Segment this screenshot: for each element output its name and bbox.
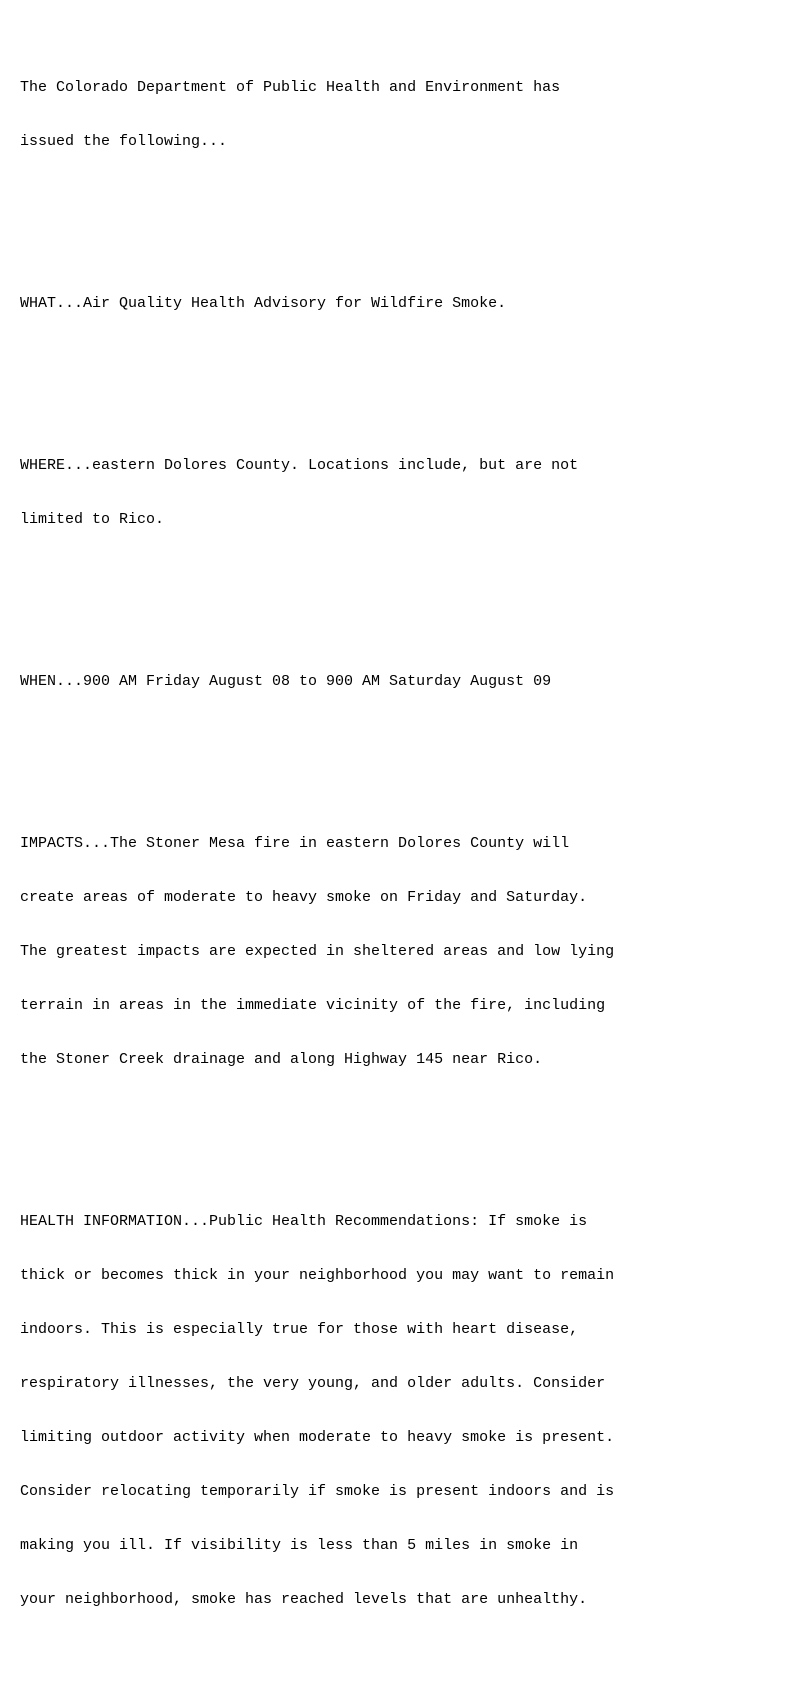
text-line: respiratory illnesses, the very young, and older adults. Consider [20,1375,606,1392]
text-line: WHEN...900 AM Friday August 08 to 900 AM Saturday August 09 [20,673,552,690]
health-information-paragraph [20,1177,790,1645]
impacts-paragraph [20,799,790,1105]
text-line: WHERE...eastern Dolores County. Locations include, but are not [20,457,579,474]
text-line: indoors. This is especially true for those with heart disease, [20,1321,579,1338]
text-line: your neighborhood, smoke has reached levels that are unhealthy. [20,1591,588,1608]
text-line: the Stoner Creek drainage and along Highway 145 near Rico. [20,1051,543,1068]
when-paragraph [20,637,790,727]
text-line: making you ill. If visibility is less than 5 miles in smoke in [20,1537,579,1554]
text-line: The Colorado Department of Public Health and Environment has [20,79,561,96]
text-line: terrain in areas in the immediate vicinity of the fire, including [20,997,606,1014]
text-line: thick or becomes thick in your neighborhood you may want to remain [20,1267,615,1284]
text-line: Consider relocating temporarily if smoke is present indoors and is [20,1483,615,1500]
what-paragraph [20,259,790,349]
text-line: WHAT...Air Quality Health Advisory for Wildfire Smoke. [20,295,507,312]
where-paragraph [20,421,790,565]
text-line: HEALTH INFORMATION...Public Health Recommendations: If smoke is [20,1213,588,1230]
text-line: The greatest impacts are expected in sheltered areas and low lying [20,943,615,960]
text-line: limited to Rico. [20,511,165,528]
text-line: create areas of moderate to heavy smoke on Friday and Saturday. [20,889,588,906]
text-line: issued the following... [20,133,228,150]
text-line: IMPACTS...The Stoner Mesa fire in eastern Dolores County will [20,835,570,852]
advisory-document [20,7,790,1681]
text-line: limiting outdoor activity when moderate to heavy smoke is present. [20,1429,615,1446]
intro-paragraph [20,43,790,187]
